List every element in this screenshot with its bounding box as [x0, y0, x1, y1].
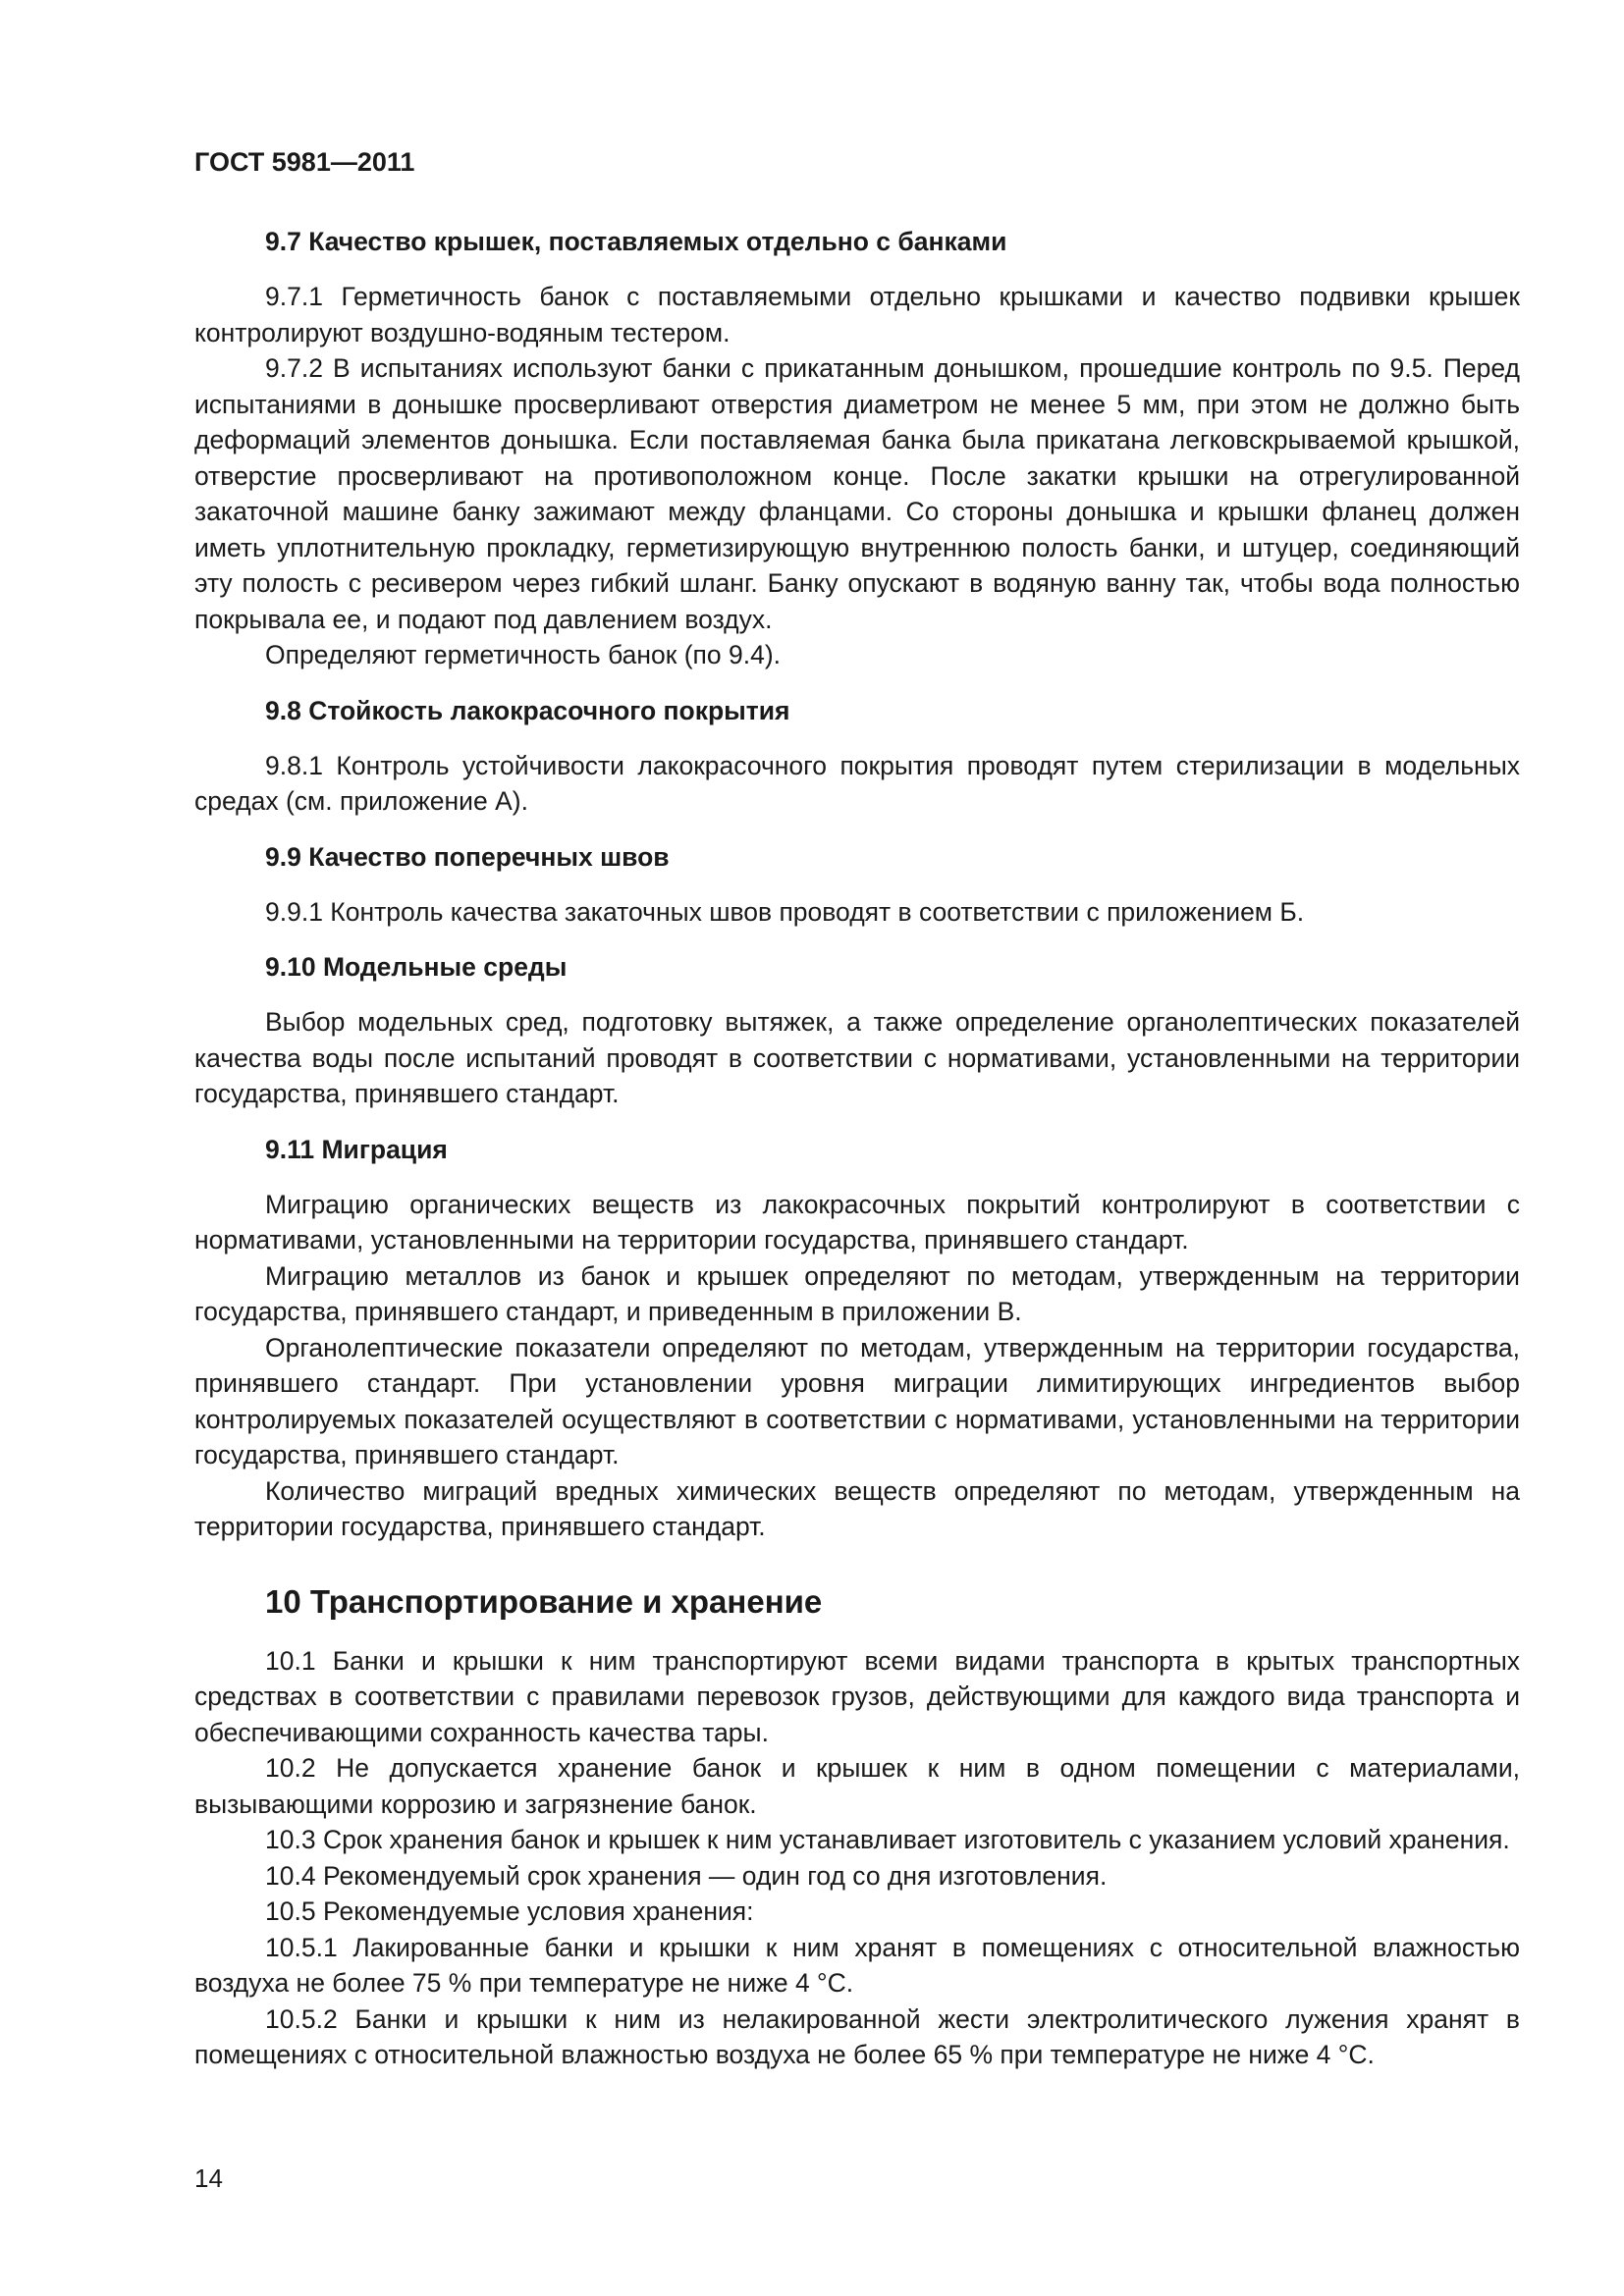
paragraph: Выбор модельных сред, подготовку вытяжек, а также определение органолептических показателей качества воды после испытаний проводят в соответствии с нормативами, установленными на территории государства, принявшего стандарт.: [194, 1007, 1520, 1108]
paragraph: 9.7.2 В испытаниях используют банки с прикатанным донышком, прошедшие контроль по 9.5. Перед испытаниями в донышке просверливают отверстия диаметром не менее 5 мм, при этом не должно быть деформаций элементов донышка. Если поставляемая банка была прикатана легковскрываемой крышкой, отверстие просверливают на противоположном конце. После закатки крышки на отрегулированной закаточной машине банку зажимают между фланцами. Со стороны донышка и крышки фланец должен иметь уплотнительную прокладку, герметизирующую внутреннюю полость банки, и штуцер, соединяющий эту полость с ресивером через гибкий шланг. Банку опускают в водяную ванну так, чтобы вода полностью покрывала ее, и подают под давлением воздух.: [194, 353, 1520, 634]
paragraph: Миграцию металлов из банок и крышек определяют по методам, утвержденным на территории государства, принявшего стандарт, и приведенным в приложении В.: [194, 1260, 1520, 1326]
section-9-8-body: [194, 748, 1520, 820]
section-9-9-body: [194, 894, 1520, 931]
paragraph: 9.8.1 Контроль устойчивости лакокрасочного покрытия проводят путем стерилизации в модельных средах (см. приложение А).: [194, 750, 1520, 816]
paragraph: Определяют герметичность банок (по 9.4).: [265, 640, 782, 669]
paragraph: Миграцию органических веществ из лакокрасочных покрытий контролируют в соответствии с нормативами, установленными на территории государства, принявшего стандарт.: [194, 1189, 1520, 1255]
section-9-10-title: 9.10 Модельные среды: [265, 952, 568, 982]
paragraph: Количество миграций вредных химических веществ определяют по методам, утвержденным на территории государства, принявшего стандарт.: [194, 1475, 1520, 1541]
paragraph: 10.3 Срок хранения банок и крышек к ним устанавливает изготовитель с указанием условий хранения.: [265, 1825, 1510, 1854]
paragraph: 9.7.1 Герметичность банок с поставляемыми отдельно крышками и качество подвивки крышек контролируют воздушно-водяным тестером.: [194, 282, 1520, 347]
section-9-9-title: 9.9 Качество поперечных швов: [265, 841, 670, 872]
section-9-7-body: [194, 279, 1520, 673]
paragraph: 10.5.1 Лакированные банки и крышки к ним хранят в помещениях с относительной влажностью воздуха не более 75 % при температуре не ниже 4 °С.: [194, 1932, 1520, 1998]
paragraph: 10.5.2 Банки и крышки к ним из нелакированной жести электролитического лужения хранят в помещениях с относительной влажностью воздуха не более 65 % при температуре не ниже 4 °С.: [194, 2003, 1520, 2069]
page-content: [194, 224, 1520, 2093]
section-9-11-body: [194, 1187, 1520, 1545]
paragraph: 10.5 Рекомендуемые условия хранения:: [265, 1896, 754, 1926]
paragraph: 10.4 Рекомендуемый срок хранения — один год со дня изготовления.: [265, 1860, 1108, 1891]
section-9-8-title: 9.8 Стойкость лакокрасочного покрытия: [265, 695, 790, 725]
page-number: 14: [194, 2163, 223, 2193]
section-9-11-title: 9.11 Миграция: [265, 1134, 448, 1164]
paragraph: Органолептические показатели определяют по методам, утвержденным на территории государства, принявшего стандарт. При установлении уровня миграции лимитирующих ингредиентов выбор контролируемых показателей осуществляют в соответствии с нормативами, установленными на территории государства, принявшего стандарт.: [194, 1332, 1520, 1469]
section-9-10-body: [194, 1004, 1520, 1112]
paragraph: 10.2 Не допускается хранение банок и крышек к ним в одном помещении с материалами, вызывающими коррозию и загрязнение банок.: [194, 1753, 1520, 1819]
paragraph: 10.1 Банки и крышки к ним транспортируют всеми видами транспорта в крытых транспортных средствах в соответствии с правилами перевозок грузов, действующими для каждого вида транспорта и обеспечивающими сохранность качества тары.: [194, 1645, 1520, 1747]
paragraph: 9.9.1 Контроль качества закаточных швов проводят в соответствии с приложением Б.: [265, 896, 1305, 927]
section-10-title: 10 Транспортирование и хранение: [265, 1582, 823, 1620]
section-9-7-title: 9.7 Качество крышек, поставляемых отдельно с банками: [265, 227, 1007, 256]
document-code-header: ГОСТ 5981—2011: [194, 147, 415, 177]
section-10-body: [194, 1643, 1520, 2073]
